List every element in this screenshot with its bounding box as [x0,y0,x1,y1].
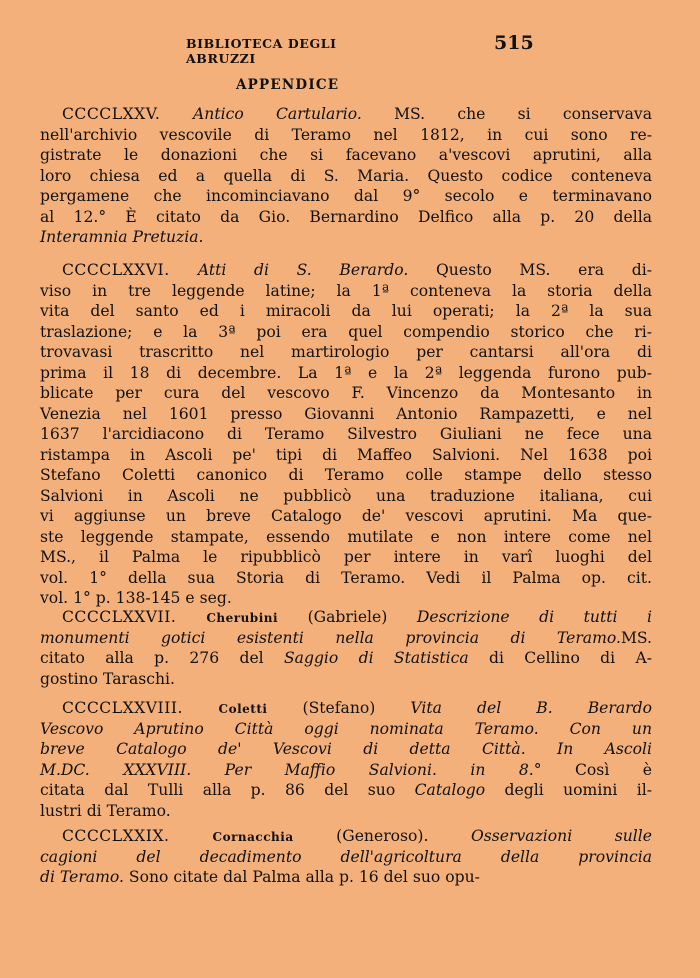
text-run: vol. 1° p. 138-145 e seg. [40,589,232,607]
italic-text: Atti di S. Berardo. [197,261,409,279]
text-run: Questo MS. era di- [408,261,652,279]
text-line [40,301,652,322]
entry-cccclxxviii [40,698,652,821]
text-run: (Generoso). [293,827,472,845]
text-line [40,486,652,507]
italic-text: M.DC. XXXVIII. Per Maffio Salvioni. in 8.° [40,760,542,779]
text-line [40,669,652,690]
italic-text: Saggio di Statistica [283,649,469,667]
text-line [40,445,652,466]
text-line [40,404,652,425]
text-line [40,760,652,781]
text-line [40,628,652,649]
text-run: MS., il Palma le ripubblicò per intere in varî luoghi del [40,548,652,566]
text-run: nell'archivio vescovile di Teramo nel 1812, in cui sono re- [40,125,652,144]
italic-text: di Teramo. [40,868,124,886]
text-run: al 12.° È citato da Gio. Bernardino Delfico alla p. 20 della [40,207,652,226]
text-line [40,698,652,719]
text-line [40,145,652,166]
italic-text: Vita del B. Berardo [410,699,652,717]
text-run: ristampa in Ascoli pe' tipi di Maffeo Salvioni. Nel 1638 poi [40,445,652,464]
text-line [40,342,652,363]
italic-text: cagioni del decadimento dell'agricoltura della provincia [40,847,652,866]
text-run: MS. che si conservava [361,105,652,123]
text-run: pergamene che incominciavano dal 9° secolo e terminavano [40,187,652,205]
text-line [40,104,652,125]
text-line [40,227,652,248]
text-line [40,739,652,760]
italic-text: Catalogo [414,781,486,799]
entry-number: CCCCLXXIX. [62,827,213,845]
text-run: viso in tre leggende latine; la 1ª conteneva la storia della [40,281,652,300]
text-run: citato alla p. 276 del [40,649,284,667]
page-number: 515 [494,32,534,54]
text-run: degli uomini il- [485,781,652,799]
text-run: loro chiesa ed a quella di S. Maria. Questo codice conteneva [40,166,652,185]
text-run: ste leggende stampate, essendo mutilate e non intere come nel [40,527,652,546]
text-line [40,207,652,228]
text-run: vita del santo ed i miracoli da lui operati; la 2ª la sua [40,302,652,320]
text-line [40,465,652,486]
entry-cccclxxv [40,104,652,248]
text-run: 1637 l'arcidiacono di Teramo Silvestro Giuliani ne fece una [40,425,652,443]
text-run: Stefano Coletti canonico di Teramo colle stampe dello stesso [40,466,652,484]
entry-cccclxxix [40,826,652,888]
entry-cccclxxvii [40,607,652,689]
text-run: traslazione; e la 3ª poi era quel compendio storico che ri- [40,322,652,341]
text-run: prima il 18 di decembre. La 1ª e la 2ª leggenda furono pub- [40,363,652,382]
text-run: gostino Taraschi. [40,669,175,688]
text-line [40,186,652,207]
text-line [40,125,652,146]
text-run: trovavasi trascritto nel martirologio per cantarsi all'ora di [40,343,652,361]
section-title: APPENDICE [236,77,340,93]
text-run: vi aggiunse un breve Catalogo de' vescovi aprutini. Ma que- [40,507,652,525]
text-line [40,363,652,384]
text-line [40,867,652,888]
italic-text: Antico Cartulario. [193,105,362,123]
text-run: (Gabriele) [278,608,417,626]
text-line [40,527,652,548]
text-line [40,260,652,281]
author-surname: Coletti [218,702,268,716]
text-line [40,588,652,609]
text-line [40,281,652,302]
text-run: Sono citate dal Palma alla p. 16 del suo opu- [123,868,480,886]
text-line [40,568,652,589]
text-line [40,383,652,404]
text-run: (Stefano) [267,699,411,717]
entry-number: CCCCLXXVIII. [62,699,219,717]
text-run: lustri di Teramo. [40,801,171,820]
text-run: Venezia nel 1601 presso Giovanni Antonio Rampazetti, e nel [40,404,652,423]
entry-number: CCCCLXXVII. [62,608,207,626]
text-line [40,780,652,801]
text-line [40,801,652,822]
italic-text: Osservazioni sulle [471,827,653,845]
text-run: Salvioni in Ascoli ne pubblicò una traduzione italiana, cui [40,486,652,505]
text-line [40,719,652,740]
entry-number: CCCCLXXVI. [62,261,198,279]
italic-text: breve Catalogo de' Vescovi di detta Città. In Ascoli [40,740,652,758]
entry-number: CCCCLXXV. [62,105,194,123]
text-line [40,424,652,445]
running-title: BIBLIOTECA DEGLI ABRUZZI [186,36,337,66]
author-surname: Cornacchia [212,830,294,844]
text-run: di Cellino di A- [468,649,652,667]
text-run: gistrate le donazioni che si facevano a'vescovi aprutini, alla [40,146,652,164]
text-line [40,547,652,568]
text-line [40,607,652,628]
text-run: MS. [620,628,652,647]
text-line [40,648,652,669]
italic-text: monumenti gotici esistenti nella provincia di Teramo. [40,628,621,647]
text-run: vol. 1° della sua Storia di Teramo. Vedi il Palma op. cit. [40,568,652,587]
italic-text: Descrizione di tutti i [416,608,652,626]
text-run: Così è [541,760,652,779]
text-line [40,506,652,527]
text-run: blicate per cura del vescovo F. Vincenzo da Montesanto in [40,384,652,402]
italic-text: Interamnia Pretuzia. [40,228,204,246]
author-surname: Cherubini [206,611,279,625]
text-line [40,322,652,343]
italic-text: Vescovo Aprutino Città oggi nominata Teramo. Con un [40,719,652,738]
text-line [40,847,652,868]
text-run: citata dal Tulli alla p. 86 del suo [40,781,415,799]
entry-cccclxxvi [40,260,652,609]
text-line [40,166,652,187]
text-line [40,826,652,847]
